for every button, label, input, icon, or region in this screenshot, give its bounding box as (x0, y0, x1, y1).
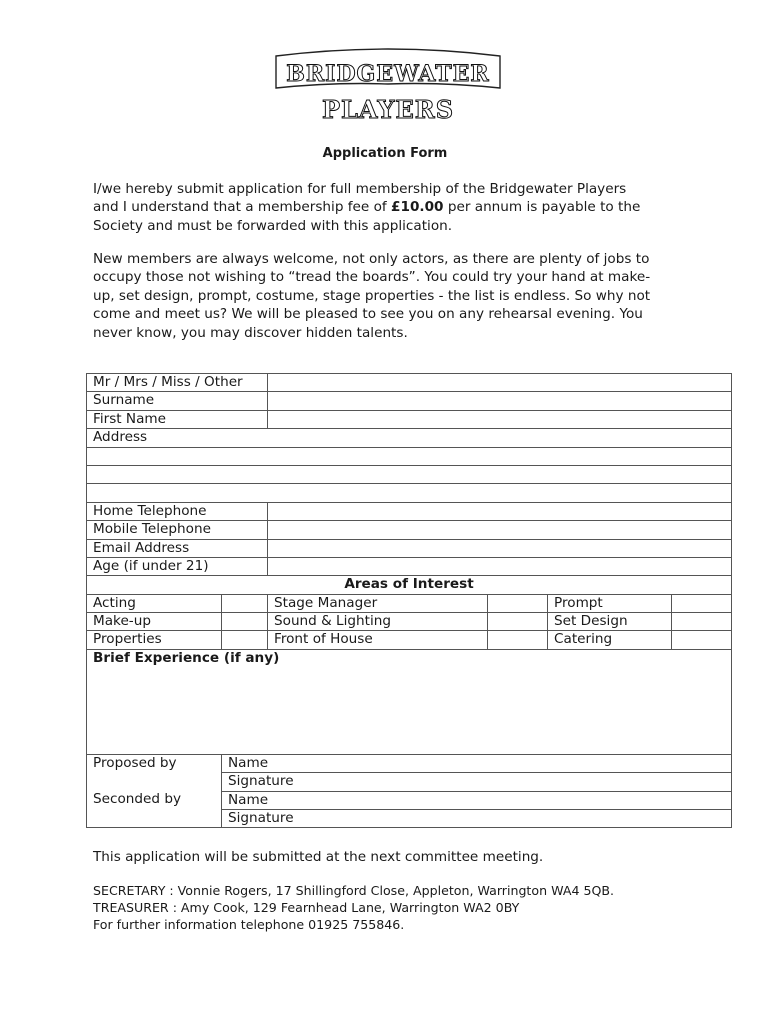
home-telephone-input[interactable] (268, 502, 732, 520)
front-of-house-checkbox[interactable] (488, 631, 548, 649)
makeup-checkbox[interactable] (222, 613, 268, 631)
set-design-checkbox[interactable] (672, 613, 732, 631)
address-line-4[interactable] (87, 484, 732, 502)
intro-text-start: I/we hereby submit application for full membership of the Bridgewater Players and I understand that a membership fee of (93, 181, 627, 216)
home-telephone-label: Home Telephone (87, 502, 268, 520)
surname-input[interactable] (268, 392, 732, 410)
brief-experience-field[interactable]: Brief Experience (if any) (87, 649, 732, 754)
welcome-paragraph: New members are always welcome, not only actors, as there are plenty of jobs to occupy those not wishing to “tread the boards”. You could try your hand at make-up, set design, prompt, costume, stage properties - the list is endless. So why not come and meet us? We will be pleased to see you on any rehearsal evening. You never know, you may discover hidden talents. (93, 251, 651, 341)
seconded-by-label: Seconded by (87, 791, 222, 828)
address-line-3[interactable] (87, 465, 732, 483)
sound-lighting-checkbox[interactable] (488, 613, 548, 631)
acting-label: Acting (87, 594, 222, 612)
prompt-label: Prompt (548, 594, 672, 612)
front-of-house-label: Front of House (268, 631, 488, 649)
catering-checkbox[interactable] (672, 631, 732, 649)
properties-label: Properties (87, 631, 222, 649)
secretary-line: SECRETARY : Vonnie Rogers, 17 Shillingford Close, Appleton, Warrington WA4 5QB. (93, 883, 615, 898)
first-name-input[interactable] (268, 410, 732, 428)
address-label[interactable]: Address (87, 429, 732, 447)
contact-details (93, 882, 614, 933)
prompt-checkbox[interactable] (672, 594, 732, 612)
properties-checkbox[interactable] (222, 631, 268, 649)
committee-note: This application will be submitted at the next committee meeting. (93, 849, 544, 865)
first-name-label: First Name (87, 410, 268, 428)
intro-paragraph (93, 180, 653, 235)
form-title: Application Form (322, 146, 448, 161)
application-table (86, 373, 732, 828)
age-label: Age (if under 21) (87, 557, 268, 575)
age-input[interactable] (268, 557, 732, 575)
intro-text-end: per annum is payable to the Society and must be forwarded with this application. (93, 199, 641, 234)
seconder-name-field[interactable]: Name (222, 791, 732, 809)
membership-fee: £10.00 (391, 199, 444, 216)
telephone-info-line: For further information telephone 01925 755846. (93, 917, 405, 932)
logo-line-1: BRIDGEWATER (286, 61, 490, 87)
address-line-2[interactable] (87, 447, 732, 465)
treasurer-line: TREASURER : Amy Cook, 129 Fearnhead Lane, Warrington WA2 0BY (93, 900, 520, 915)
stage-manager-label: Stage Manager (268, 594, 488, 612)
catering-label: Catering (548, 631, 672, 649)
areas-of-interest-heading: Areas of Interest (87, 576, 732, 594)
proposer-signature-field[interactable]: Signature (222, 773, 732, 791)
proposer-name-field[interactable]: Name (222, 754, 732, 772)
proposed-by-label: Proposed by (87, 754, 222, 791)
bridgewater-players-logo (272, 48, 504, 128)
mobile-telephone-label: Mobile Telephone (87, 521, 268, 539)
mobile-telephone-input[interactable] (268, 521, 732, 539)
email-input[interactable] (268, 539, 732, 557)
surname-label: Surname (87, 392, 268, 410)
set-design-label: Set Design (548, 613, 672, 631)
stage-manager-checkbox[interactable] (488, 594, 548, 612)
logo-line-2: PLAYERS (321, 95, 455, 124)
email-label: Email Address (87, 539, 268, 557)
makeup-label: Make-up (87, 613, 222, 631)
sound-lighting-label: Sound & Lighting (268, 613, 488, 631)
acting-checkbox[interactable] (222, 594, 268, 612)
seconder-signature-field[interactable]: Signature (222, 810, 732, 828)
title-label: Mr / Mrs / Miss / Other (87, 374, 268, 392)
title-input[interactable] (268, 374, 732, 392)
